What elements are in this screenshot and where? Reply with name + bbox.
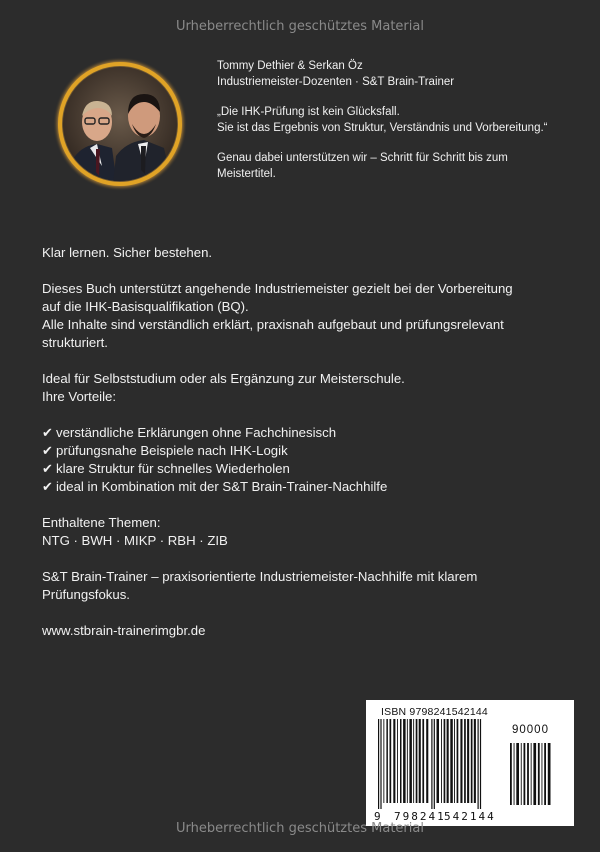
barcode-bar xyxy=(450,719,453,803)
barcode-bar xyxy=(478,719,479,809)
barcode-bar xyxy=(416,719,418,803)
author-support-text: Genau dabei unterstützen wir – Schritt für Schritt bis zum Meistertitel. xyxy=(217,152,508,180)
barcode-bar xyxy=(444,719,446,803)
barcode-bar xyxy=(413,719,414,803)
author-names: Tommy Dethier & Serkan Öz xyxy=(217,60,363,72)
barcode-bar xyxy=(386,719,388,803)
barcode-bar xyxy=(422,719,424,803)
check-icon: ✔ xyxy=(42,443,54,458)
intro-paragraph: Dieses Buch unterstützt angehende Industriemeister gezielt bei der Vorbereitung auf die IHK-Basisqualifikation (BQ). Alle Inhalte sind verständlich erklärt, praxisnah aufgebaut und prüfungsrelevant strukturiert. xyxy=(42,281,513,350)
authors-block xyxy=(217,58,577,182)
barcode-addon-bar xyxy=(542,743,543,805)
blurb xyxy=(42,244,562,640)
barcode-bar xyxy=(471,719,473,803)
barcode-bar xyxy=(419,719,421,803)
barcode-digits-right: 542144 xyxy=(444,810,496,823)
price-code: 90000 xyxy=(512,724,549,736)
barcode-digit-first: 9 xyxy=(374,810,381,823)
barcode-addon-bar xyxy=(516,743,519,805)
list-item: ✔ klare Struktur für schnelles Wiederholen xyxy=(42,461,290,476)
author-quote: „Die IHK-Prüfung ist kein Glücksfall. Sie ist das Ergebnis von Struktur, Verständnis und Vorbereitung.“ xyxy=(217,106,548,134)
benefits-heading: Ihre Vorteile: xyxy=(42,389,117,404)
author-roles: Industriemeister-Dozenten · S&T Brain-Trainer xyxy=(217,76,455,88)
barcode-addon-bar xyxy=(531,743,532,805)
barcode-addon-bar xyxy=(514,743,515,805)
barcode-bar xyxy=(403,719,406,803)
topics-list: NTG · BWH · MIKP · RBH · ZIB xyxy=(42,533,228,548)
barcode-bar xyxy=(447,719,449,803)
ideal-text: Ideal für Selbststudium oder als Ergänzung zur Meisterschule. xyxy=(42,371,405,386)
barcode-bar xyxy=(464,719,466,803)
barcode-bar xyxy=(454,719,455,803)
barcode-bar xyxy=(434,719,435,809)
barcode-bar xyxy=(400,719,402,803)
website-link[interactable]: www.stbrain-trainerimgbr.de xyxy=(42,623,206,638)
barcode-bar xyxy=(460,719,462,803)
list-item: ✔ verständliche Erklärungen ohne Fachchinesisch xyxy=(42,425,337,440)
barcode-addon-bar xyxy=(533,743,536,805)
watermark-top: Urheberrechtlich geschütztes Material xyxy=(176,19,424,34)
barcode-bar xyxy=(390,719,392,803)
barcode-addon-bar xyxy=(524,743,526,805)
barcode-bar xyxy=(474,719,476,803)
check-icon: ✔ xyxy=(42,425,54,440)
barcode-bar xyxy=(383,719,384,803)
barcode-bar xyxy=(480,719,481,809)
barcode-bar xyxy=(426,719,428,803)
slogan: Klar lernen. Sicher bestehen. xyxy=(42,245,213,260)
list-item: ✔ prüfungsnahe Beispiele nach IHK-Logik xyxy=(42,443,288,458)
barcode-addon-bar xyxy=(510,743,512,805)
barcode-bar xyxy=(409,719,412,803)
barcode-bar xyxy=(407,719,408,803)
barcode-addon-bar xyxy=(527,743,529,805)
barcode-addon-bar xyxy=(544,743,546,805)
barcode-bar xyxy=(397,719,398,803)
tagline: S&T Brain-Trainer – praxisorientierte Industriemeister-Nachhilfe mit klarem Prüfungsfokus. xyxy=(42,569,478,602)
barcode-bar xyxy=(437,719,440,803)
watermark-bottom: Urheberrechtlich geschütztes Material xyxy=(176,821,424,836)
isbn-label: ISBN 9798241542144 xyxy=(381,706,488,718)
barcode-bar xyxy=(380,719,381,809)
barcode-bar xyxy=(393,719,395,803)
isbn-barcode xyxy=(366,700,574,826)
barcode-bar xyxy=(378,719,379,809)
barcode-bar xyxy=(467,719,469,803)
barcode-addon-bar xyxy=(521,743,522,805)
benefits-list xyxy=(42,424,562,496)
authors-portrait xyxy=(52,56,188,192)
barcode-bar xyxy=(431,719,432,809)
barcode-addon-bar xyxy=(548,743,551,805)
check-icon: ✔ xyxy=(42,461,54,476)
check-icon: ✔ xyxy=(42,479,54,494)
barcode-bar xyxy=(441,719,442,803)
barcode-addon-bar xyxy=(538,743,540,805)
topics-heading: Enthaltene Themen: xyxy=(42,515,161,530)
barcode-bar xyxy=(457,719,459,803)
barcode-digits-left: 798241 xyxy=(394,810,446,823)
list-item: ✔ ideal in Kombination mit der S&T Brain-Trainer-Nachhilfe xyxy=(42,479,388,494)
